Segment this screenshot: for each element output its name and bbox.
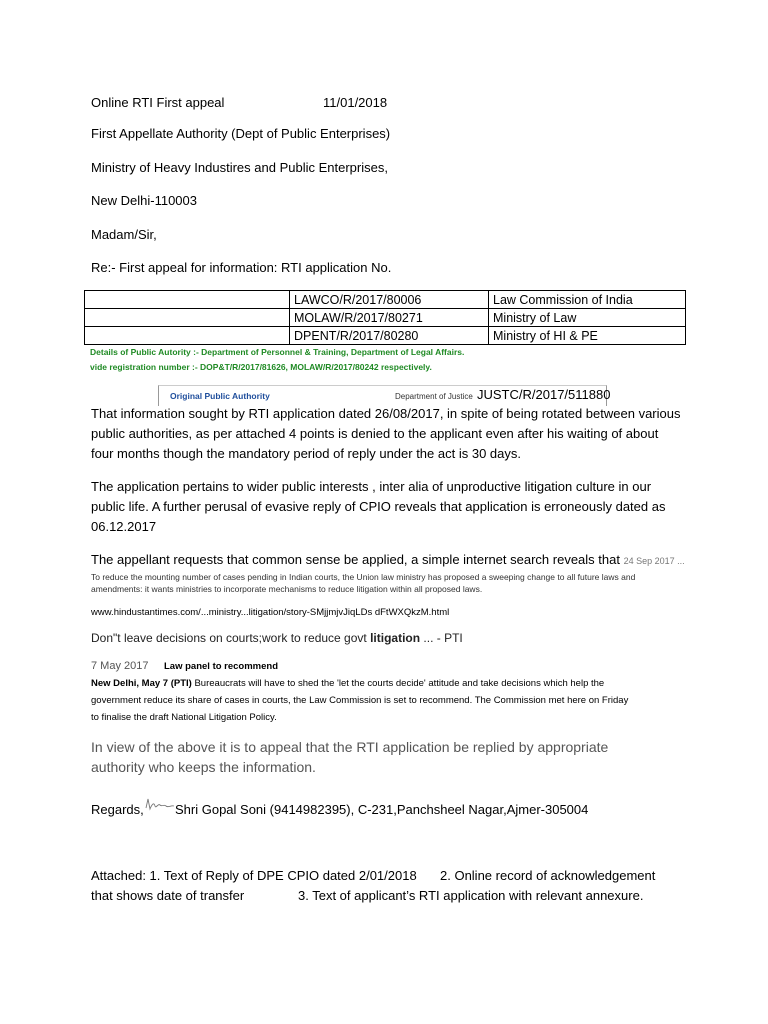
search-snippet-line: To reduce the mounting number of cases pending in Indian courts, the Union law ministry has proposed a sweeping change to all future laws and bbox=[91, 572, 636, 582]
city-address: New Delhi-110003 bbox=[91, 193, 197, 208]
news-text-line: to finalise the draft National Litigation Policy. bbox=[91, 712, 277, 723]
attachment-item-continued: that shows date of transfer bbox=[91, 888, 245, 903]
news-headline: Don"t leave decisions on courts;work to reduce govt litigation ... - PTI bbox=[91, 631, 463, 645]
ministry-name: Ministry of Heavy Industires and Public Enterprises, bbox=[91, 160, 388, 175]
appeal-line: In view of the above it is to appeal that the RTI application be replied by appropriate bbox=[91, 739, 609, 755]
salutation: Madam/Sir, bbox=[91, 227, 157, 242]
public-authority: Ministry of Law bbox=[489, 309, 686, 327]
news-text-line: government reduce its share of cases in courts, the Law Commission is set to recommend. The Commission met here on Friday bbox=[91, 695, 629, 706]
news-date: 7 May 2017 bbox=[91, 660, 149, 672]
table-row bbox=[85, 309, 686, 327]
department-label: Department of Justice bbox=[395, 392, 473, 401]
rti-applications-table bbox=[84, 290, 686, 345]
details-line-2: vide registration number :- DOP&T/R/2017/81626, MOLAW/R/2017/80242 respectively. bbox=[90, 362, 432, 372]
paragraph-line: That information sought by RTI application dated 26/08/2017, in spite of being rotated between various bbox=[91, 406, 681, 421]
search-snippet-line: amendments: it wants ministries to incorporate mechanisms to reduce litigation within all proposed laws. bbox=[91, 584, 483, 594]
details-line-1: Details of Public Autority :- Department of Personnel & Training, Department of Legal Affairs. bbox=[90, 347, 465, 357]
paragraph-line: The application pertains to wider public interests , inter alia of unproductive litigation culture in our bbox=[91, 479, 652, 494]
public-authority: Law Commission of India bbox=[489, 291, 686, 309]
application-number: DPENT/R/2017/80280 bbox=[290, 327, 489, 345]
news-dateline: New Delhi, May 7 (PTI) bbox=[91, 678, 192, 689]
table-row bbox=[85, 291, 686, 309]
signature-icon bbox=[143, 796, 177, 814]
paragraph-line: four months though the mandatory period of reply under the act is 30 days. bbox=[91, 446, 521, 461]
news-text-line: New Delhi, May 7 (PTI) Bureaucrats will have to shed the 'let the courts decide' attitude and take decisions which help the bbox=[91, 678, 605, 689]
public-authority: Ministry of HI & PE bbox=[489, 327, 686, 345]
appellate-authority: First Appellate Authority (Dept of Public Enterprises) bbox=[91, 126, 391, 141]
signatory-details: Shri Gopal Soni (9414982395), C-231,Panchsheel Nagar,Ajmer-305004 bbox=[175, 802, 589, 817]
paragraph-line bbox=[91, 552, 685, 567]
paragraph-line: public life. A further perusal of evasive reply of CPIO reveals that application is erroneously dated as bbox=[91, 499, 666, 514]
application-number: LAWCO/R/2017/80006 bbox=[290, 291, 489, 309]
original-authority-label: Original Public Authority bbox=[170, 391, 270, 401]
table-row bbox=[85, 327, 686, 345]
subject-line: Re:- First appeal for information: RTI application No. bbox=[91, 260, 392, 275]
news-title: Law panel to recommend bbox=[164, 661, 279, 672]
appeal-line: authority who keeps the information. bbox=[91, 759, 316, 775]
doc-date: 11/01/2018 bbox=[323, 95, 388, 110]
attachment-item: 1. Text of Reply of DPE CPIO dated 2/01/2018 bbox=[149, 868, 417, 883]
original-application-number: JUSTC/R/2017/511880 bbox=[477, 387, 611, 402]
appellant-request: The appellant requests that common sense be applied, a simple internet search reveals that bbox=[91, 552, 620, 567]
attachments-line bbox=[91, 868, 417, 883]
attachments-label: Attached: bbox=[91, 868, 150, 883]
paragraph-line: public authorities, as per attached 4 points is denied to the applicant even after his waiting of about bbox=[91, 426, 659, 441]
attachment-item: 3. Text of applicant’s RTI application with relevant annexure. bbox=[298, 888, 644, 903]
regards-label: Regards, bbox=[91, 802, 144, 817]
paragraph-line: 06.12.2017 bbox=[91, 519, 157, 534]
doc-title: Online RTI First appeal bbox=[91, 95, 225, 110]
application-number: MOLAW/R/2017/80271 bbox=[290, 309, 489, 327]
attachment-item: 2. Online record of acknowledgement bbox=[440, 868, 656, 883]
source-url[interactable]: www.hindustantimes.com/...ministry...litigation/story-SMjjmjvJiqLDs dFtWXQkzM.html bbox=[91, 607, 450, 618]
search-result-date: 24 Sep 2017 ... bbox=[623, 556, 685, 566]
